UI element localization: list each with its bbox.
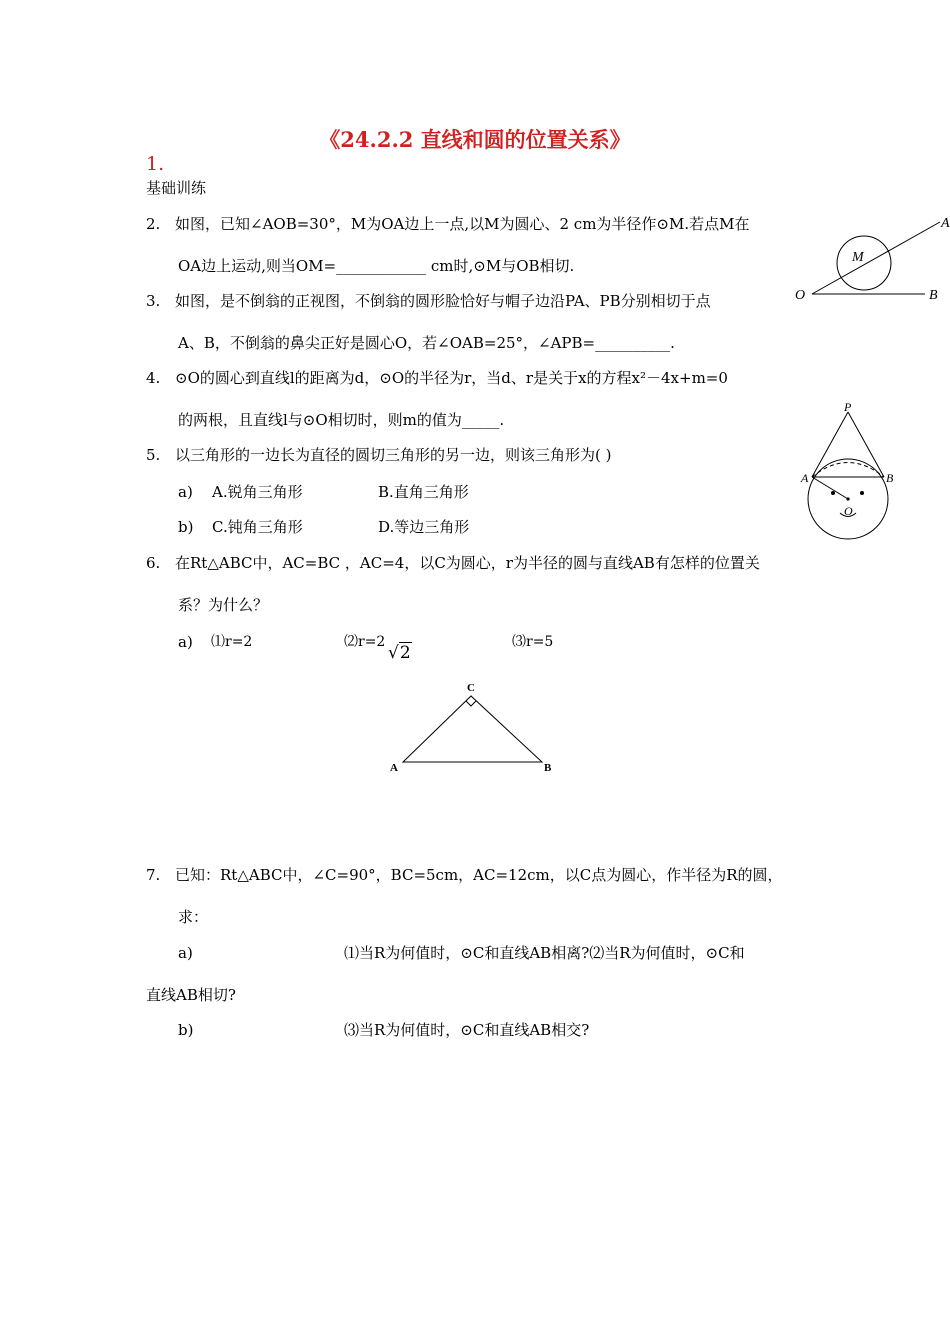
q5-row-b-label: b) bbox=[178, 518, 194, 536]
q4-line2: 的两根，且直线l与⊙O相切时，则m的值为_____. bbox=[178, 411, 505, 429]
q7-row-b-text: ⑶当R为何值时，⊙C和直线AB相交? bbox=[344, 1021, 590, 1039]
q6-row-label: a) bbox=[178, 633, 193, 651]
q7-row-a-label: a) bbox=[178, 944, 193, 962]
q6-line1: 在Rt△ABC中，AC=BC ，AC=4，以C为圆心，r为半径的圆与直线AB有怎样的位置关 bbox=[175, 554, 760, 572]
left-eye bbox=[831, 491, 835, 495]
q6-part3: ⑶r=5 bbox=[512, 634, 554, 650]
section-number: 1. bbox=[146, 153, 165, 175]
q3-line2: A、B，不倒翁的鼻尖正好是圆心O，若∠OAB=25°，∠APB=__________. bbox=[178, 334, 675, 352]
q7-row-a-continued: 直线AB相切? bbox=[146, 986, 236, 1004]
figure-triangle bbox=[385, 676, 565, 781]
q5-option-a: A.锐角三角形 bbox=[212, 483, 303, 501]
label-p: P bbox=[844, 400, 852, 414]
q5-number: 5. bbox=[146, 446, 161, 464]
section-label: 基础训练 bbox=[146, 179, 207, 197]
q2-line1: 如图，已知∠AOB=30°，M为OA边上一点,以M为圆心、2 cm为半径作⊙M.若点M在 bbox=[175, 215, 750, 233]
hidden-arc bbox=[812, 463, 884, 478]
q7-row-a-text: ⑴当R为何值时，⊙C和直线AB相离?⑵当R为何值时，⊙C和 bbox=[344, 944, 745, 962]
label-a: A bbox=[390, 762, 398, 774]
q4-line1: ⊙O的圆心到直线l的距离为d，⊙O的半径为r，当d、r是关于x的方程x²－4x+m=0 bbox=[175, 369, 728, 387]
q4-number: 4. bbox=[146, 369, 161, 387]
q7-number: 7. bbox=[146, 866, 161, 884]
q6-radicand: 2 bbox=[399, 643, 411, 663]
q2-line2: OA边上运动,则当OM=____________ cm时,⊙M与OB相切. bbox=[178, 257, 575, 275]
label-o: O bbox=[844, 504, 853, 518]
triangle-abc bbox=[403, 696, 542, 762]
ray-oa bbox=[812, 222, 940, 294]
q6-part1: ⑴r=2 bbox=[211, 634, 253, 650]
hat-edge-pb bbox=[848, 412, 884, 477]
label-b: B bbox=[544, 762, 552, 774]
label-o: O bbox=[795, 288, 806, 303]
nose-center bbox=[846, 497, 849, 500]
hat-edge-pa bbox=[812, 412, 848, 477]
right-eye bbox=[860, 491, 864, 495]
label-a: A bbox=[801, 471, 809, 485]
figure-angle-circle bbox=[790, 210, 950, 310]
q5-option-b: B.直角三角形 bbox=[378, 483, 469, 501]
label-b: B bbox=[929, 288, 938, 303]
q5-line1: 以三角形的一边长为直径的圆切三角形的另一边，则该三角形为( ) bbox=[175, 446, 612, 464]
q6-part2: ⑵r=2 bbox=[344, 634, 386, 650]
q6-number: 6. bbox=[146, 554, 161, 572]
label-m: M bbox=[852, 250, 864, 265]
right-angle-mark bbox=[466, 701, 476, 706]
q5-option-d: D.等边三角形 bbox=[378, 518, 470, 536]
q3-line1: 如图，是不倒翁的正视图，不倒翁的圆形脸恰好与帽子边沿PA、PB分别相切于点 bbox=[175, 292, 711, 310]
q6-sqrt-expression bbox=[388, 642, 412, 664]
q3-number: 3. bbox=[146, 292, 161, 310]
q7-line1: 已知：Rt△ABC中，∠C=90°，BC=5cm，AC=12cm，以C点为圆心，作半径为R的圆， bbox=[175, 866, 783, 884]
figure-tumbler bbox=[795, 398, 905, 543]
segment-oa bbox=[812, 477, 848, 499]
circle-m bbox=[837, 236, 891, 290]
q5-option-c: C.钝角三角形 bbox=[212, 518, 303, 536]
q2-number: 2. bbox=[146, 215, 161, 233]
page-title: 《24.2.2 直线和圆的位置关系》 bbox=[319, 127, 631, 152]
q7-row-b-label: b) bbox=[178, 1021, 194, 1039]
q6-line2: 系？为什么？ bbox=[178, 596, 269, 614]
radical-sign-icon: √ bbox=[388, 643, 399, 663]
q7-line2: 求： bbox=[178, 908, 209, 926]
label-b: B bbox=[886, 471, 894, 485]
label-a: A bbox=[941, 216, 950, 231]
label-c: C bbox=[467, 682, 475, 694]
q5-row-a-label: a) bbox=[178, 483, 193, 501]
